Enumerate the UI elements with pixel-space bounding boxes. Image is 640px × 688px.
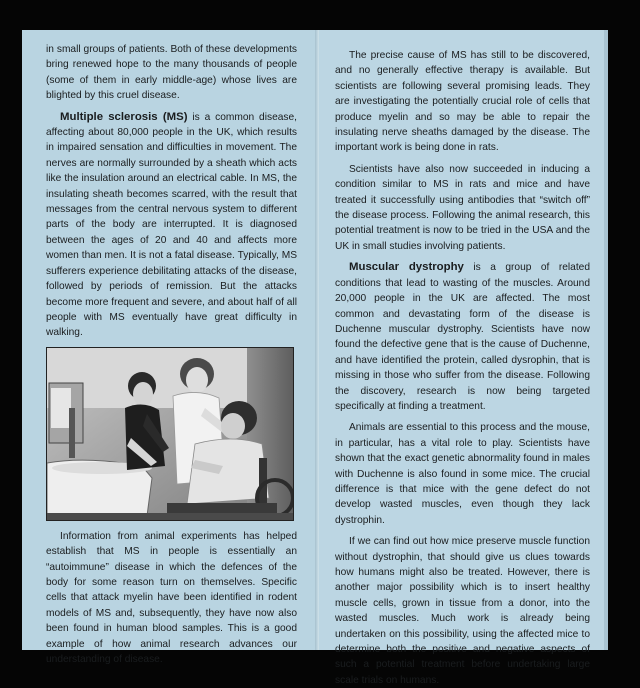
heading-muscular-dystrophy: Muscular dystrophy [349,261,464,274]
leaflet [22,30,608,686]
heading-multiple-sclerosis: Multiple sclerosis (MS) [60,110,188,123]
paragraph-ms-cause: The precise cause of MS has still to be discovered, and no generally effective therapy is available. But scientists are following several promising leads. They are investigating the potentially crucial role of cells that produce myelin and so may be able to repair the insulating nerve sheaths damaged by the disease. The important work is being done in rats. [335,50,590,154]
right-page [319,30,604,686]
paragraph-multiple-sclerosis [46,110,297,341]
paragraph-autoimmune: Information from animal experiments has helped establish that MS in people is essentially an “autoimmune” disease in which the defences of the body for some reason turn on themselves. Specific cells that attack myelin have been identified in rodent models of MS and, subsequently, they have now also been found in human blood samples. This is a good example of how animal research advances our understanding of disease. [46,530,297,665]
muscular-dystrophy-text: is a group of related conditions that lead to wasting of the muscles. Around 20,000 people in the UK are affected. The most common and devastating form of the disease is Duchenne muscular dystrophy. Scientists have now found the defective gene that is the cause of Duchenne, and have identified the protein, called dysrophin, that is missing in those who suffer from the disease. Following the discovery, research is now being targeted specifically at finding a treatment. [335,262,590,412]
multiple-sclerosis-text: is a common disease, affecting about 80,000 people in the UK, which results in impaired sensation and difficulties in movement. The nerves are normally surrounded by a sheath which acts like the insulation around an electrical cable. In MS, the insulating sheath becomes scarred, with the result that messages from the central nervous system to different parts of the body are interrupted. It is diagnosed between the ages of 20 and 40 and affects more women than men. It is not a fatal disease. Typically, MS sufferers experience debilitating attacks of the disease, followed by periods of remission. But the attacks become more frequent and severe, and about half of all people with MS eventually have great difficulty in walking. [46,111,297,339]
paragraph-mouse-role: Animals are essential to this process and the mouse, in particular, has a vital role to play. Scientists have shown that the exact genetic abnormality found in males with Duchenne is also found in some mice. The crucial difference is that mice with the gene defect do not develop wasted muscles, even though they lack dystrophin. [335,422,590,526]
paragraph-muscular-dystrophy [335,260,590,414]
right-page-edge [604,30,608,650]
photo-nurses-with-patient [46,347,294,521]
paragraph-ms-antibodies: Scientists have also now succeeded in inducing a condition similar to MS in rats and mice and have treated it successfully using antibodies that “switch off” the disease process. Following the animal research, this potential treatment is now to be tried in the USA and the UK in small studies involving patients. [335,163,590,252]
paragraph-muscle-cells: If we can find out how mice preserve muscle function without dystrophin, that should give us clues towards how humans might also be treated. However, there is another major possibility which is to insert healthy muscle cells, grown in tissue from a donor, into the wasted muscles. Much work is already being undertaken on this possibility, using the affected mice to determine both the positive and negative aspects of such a potential treatment before undertaking large scale trials on humans. [335,536,590,686]
left-page [22,30,315,665]
paragraph-intro: in small groups of patients. Both of these developments bring renewed hope to the many thousands of people (some of them in early middle-age) whose lives are blighted by this cruel disease. [46,44,297,102]
